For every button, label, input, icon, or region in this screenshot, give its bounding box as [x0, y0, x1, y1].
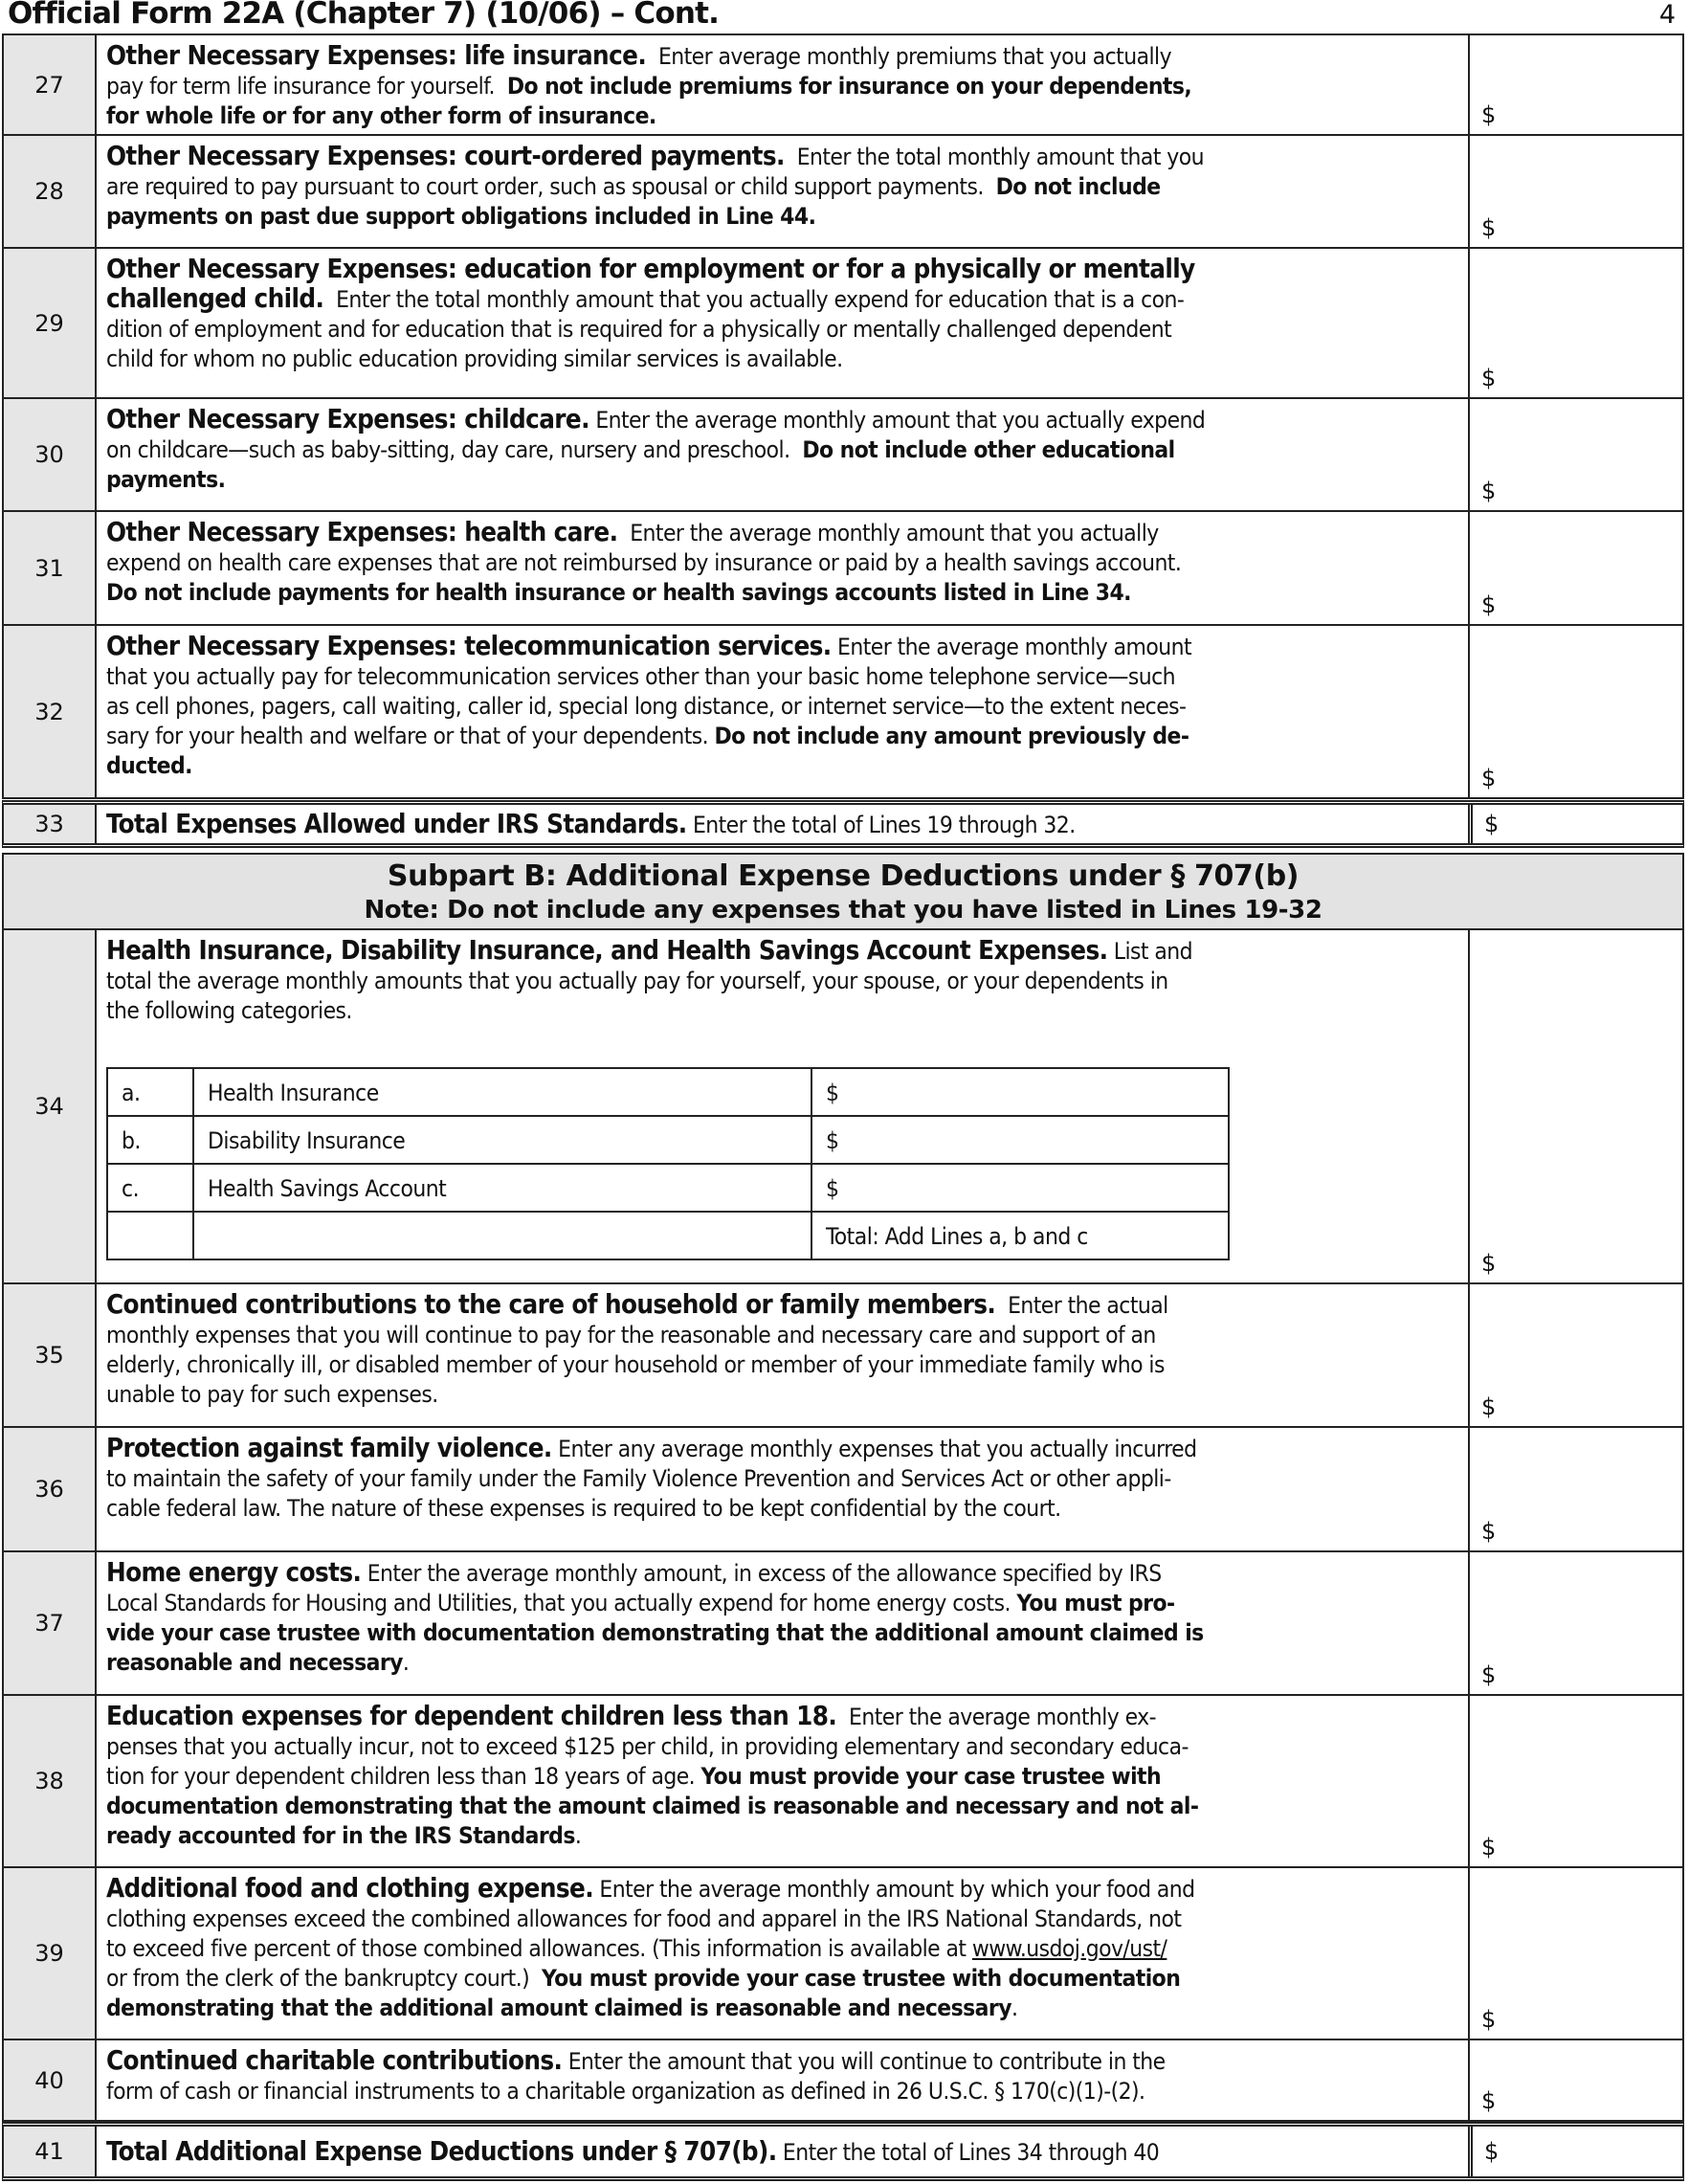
- line-28: [2, 134, 1684, 249]
- bold-text: ready accounted for in the IRS Standards: [106, 1821, 575, 1849]
- bold-text: Do not include other educational: [802, 435, 1175, 463]
- line-description: [97, 136, 1468, 247]
- description-line: [106, 1963, 1458, 1993]
- row-letter: c.: [107, 1164, 193, 1212]
- bold-text: Education expenses for dependent children less than 18.: [106, 1701, 837, 1731]
- description-line: [106, 1493, 1458, 1523]
- description-line: [106, 100, 1458, 130]
- line-number: 40: [4, 2040, 97, 2120]
- total-amount-field[interactable]: [1468, 2127, 1682, 2176]
- description-line: [106, 721, 1458, 750]
- line-description: [97, 626, 1468, 797]
- plain-text: or from the clerk of the bankruptcy court.): [106, 1964, 542, 1992]
- line-description: [97, 2040, 1468, 2120]
- description-line: [106, 936, 1458, 966]
- plain-text: .: [402, 1648, 410, 1676]
- bold-text: Total Additional Expense Deductions under § 707(b).: [106, 2135, 777, 2167]
- line-description: [97, 1284, 1468, 1426]
- subtotal-label: Total: Add Lines a, b and c: [811, 1212, 1229, 1259]
- line-number: 35: [4, 1284, 97, 1426]
- description-line: [106, 314, 1458, 344]
- plain-text: monthly expenses that you will continue to pay for the reasonable and necessary care and support of an: [106, 1321, 1156, 1348]
- line-39: [2, 1866, 1684, 2040]
- plain-text: Local Standards for Housing and Utilities, that you actually expend for home energy costs.: [106, 1589, 1017, 1616]
- amount-field[interactable]: [1468, 2040, 1682, 2120]
- subpart-title: Subpart B: Additional Expense Deductions under § 707(b): [387, 859, 1300, 893]
- row-letter: [107, 1212, 193, 1259]
- bold-text: You must provide your case trustee with: [700, 1762, 1162, 1790]
- description-line: [106, 405, 1458, 435]
- amount-field[interactable]: [1468, 136, 1682, 247]
- line-36: [2, 1426, 1684, 1552]
- line-description: [97, 1868, 1468, 2039]
- line-40: [2, 2039, 1684, 2122]
- amount-field[interactable]: [1468, 249, 1682, 397]
- description-line: [106, 41, 1458, 71]
- dollar-sign: $: [1481, 1393, 1497, 1420]
- plain-text: form of cash or financial instruments to a charitable organization as defined in 26 U.S.C. § 170(c)(1)-(2).: [106, 2077, 1145, 2105]
- plain-text: Enter the average monthly amount that you actually: [617, 519, 1159, 546]
- dollar-sign: $: [1481, 1250, 1497, 1277]
- dollar-sign: $: [1481, 1661, 1497, 1688]
- amount-field[interactable]: [1468, 35, 1682, 134]
- table-row: [107, 1164, 1229, 1212]
- line-27: [2, 33, 1684, 136]
- line-37: [2, 1550, 1684, 1696]
- description-line: [106, 284, 1458, 314]
- bold-text: Do not include payments for health insurance or health savings accounts listed in Line 34.: [106, 578, 1131, 606]
- bold-text: reasonable and necessary: [106, 1648, 403, 1676]
- description-line: [106, 1904, 1458, 1933]
- line-number: 36: [4, 1428, 97, 1550]
- table-row: [107, 1068, 1229, 1116]
- bold-text: You must provide your case trustee with documentation: [542, 1964, 1181, 1992]
- description-line: [106, 1379, 1458, 1409]
- amount-field[interactable]: [1468, 1552, 1682, 1694]
- plain-text: Enter the actual: [995, 1291, 1168, 1319]
- bold-text: Other Necessary Expenses: telecommunication services.: [106, 631, 832, 661]
- line-description: [97, 249, 1468, 397]
- description-line: [106, 1933, 1458, 1963]
- dollar-sign: $: [1481, 2006, 1497, 2033]
- description-line: [106, 750, 1458, 780]
- dollar-sign: $: [1484, 811, 1500, 837]
- bold-text: Continued contributions to the care of household or family members.: [106, 1289, 996, 1320]
- line-number: 37: [4, 1552, 97, 1694]
- description-line: [106, 1702, 1458, 1731]
- bold-text: You must pro-: [1016, 1589, 1175, 1616]
- description-line: [106, 810, 1076, 839]
- line-number: 34: [4, 930, 97, 1282]
- line-30: [2, 397, 1684, 512]
- bold-text: Other Necessary Expenses: education for employment or for a physically or mentally: [106, 254, 1195, 284]
- plain-text: .: [574, 1821, 582, 1849]
- plain-text: Enter the total of Lines 19 through 32.: [686, 810, 1076, 838]
- plain-text: unable to pay for such expenses.: [106, 1380, 438, 1408]
- dollar-sign: $: [1481, 591, 1497, 618]
- plain-text: .: [1011, 1994, 1018, 2021]
- description-line: [106, 966, 1458, 995]
- bold-text: Do not include any amount previously de-: [714, 722, 1189, 749]
- bold-text: Other Necessary Expenses: court-ordered payments.: [106, 141, 785, 171]
- plain-text: Enter the amount that you will continue to contribute in the: [562, 2047, 1166, 2075]
- description-line: [106, 1647, 1458, 1677]
- row-label: Disability Insurance: [193, 1116, 811, 1164]
- line-number: 32: [4, 626, 97, 797]
- amount-field[interactable]: [1468, 626, 1682, 797]
- line-38: [2, 1694, 1684, 1868]
- bold-text: Protection against family violence.: [106, 1433, 552, 1463]
- line-35: [2, 1282, 1684, 1428]
- amount-field[interactable]: [1468, 512, 1682, 624]
- description-line: [106, 691, 1458, 721]
- description-line: [106, 1558, 1458, 1588]
- plain-text: Enter the average monthly amount: [831, 633, 1191, 660]
- usdoj-link[interactable]: www.usdoj.gov/ust/: [971, 1934, 1167, 1962]
- plain-text: Enter the total monthly amount that you actually expend for education that is a con-: [323, 285, 1185, 313]
- plain-text: clothing expenses exceed the combined allowances for food and apparel in the IRS National Standards, not: [106, 1905, 1182, 1932]
- bold-text: Do not include premiums for insurance on your dependents,: [506, 72, 1192, 100]
- plain-text: on childcare—such as baby-sitting, day care, nursery and preschool.: [106, 435, 803, 463]
- line-29: [2, 247, 1684, 399]
- line-33-total: [2, 800, 1684, 848]
- line-description: [97, 35, 1468, 134]
- description-line: [106, 464, 1458, 494]
- plain-text: Enter any average monthly expenses that you actually incurred: [551, 1435, 1197, 1462]
- line-41-total: [2, 2122, 1684, 2181]
- plain-text: are required to pay pursuant to court order, such as spousal or child support payments.: [106, 172, 996, 200]
- dollar-sign: $: [1481, 2087, 1497, 2114]
- description-line: [106, 1874, 1458, 1904]
- health-insurance-amount[interactable]: $: [811, 1068, 1229, 1116]
- plain-text: penses that you actually incur, not to exceed $125 per child, in providing elementary and secondary educa-: [106, 1732, 1189, 1760]
- subpart-b-header: [2, 853, 1684, 930]
- plain-text: expend on health care expenses that are not reimbursed by insurance or paid by a health savings account.: [106, 548, 1182, 576]
- amount-field[interactable]: [1468, 1428, 1682, 1550]
- description-line: [106, 661, 1458, 691]
- description-line: [106, 1617, 1458, 1647]
- row-label: [193, 1212, 811, 1259]
- description-line: [106, 71, 1458, 100]
- plain-text: to exceed five percent of those combined allowances. (This information is available at: [106, 1934, 972, 1962]
- plain-text: as cell phones, pagers, call waiting, caller id, special long distance, or internet service—to the extent neces-: [106, 692, 1187, 720]
- description-line: [106, 995, 1458, 1025]
- description-line: [106, 1731, 1458, 1761]
- bold-text: Other Necessary Expenses: childcare.: [106, 404, 589, 435]
- line-31: [2, 510, 1684, 626]
- subpart-note: Note: Do not include any expenses that you have listed in Lines 19-32: [364, 896, 1322, 925]
- description-line: [106, 1320, 1458, 1349]
- page-number: 4: [1658, 0, 1676, 30]
- row-letter: b.: [107, 1116, 193, 1164]
- bold-text: ducted.: [106, 751, 192, 779]
- dollar-sign: $: [1481, 478, 1497, 504]
- line-number: 33: [4, 805, 97, 843]
- line-number: 31: [4, 512, 97, 624]
- description-line: [106, 1761, 1458, 1791]
- description-line: [106, 1349, 1458, 1379]
- plain-text: tion for your dependent children less than 18 years of age.: [106, 1762, 701, 1790]
- dollar-sign: $: [1481, 214, 1497, 241]
- plain-text: Enter the average monthly amount, in excess of the allowance specified by IRS: [361, 1559, 1162, 1587]
- amount-field[interactable]: [1468, 1284, 1682, 1426]
- plain-text: Enter the total of Lines 34 through 40: [776, 2137, 1160, 2166]
- description-line: [106, 201, 1458, 231]
- description-line: [106, 1588, 1458, 1617]
- line-description: [97, 1696, 1468, 1866]
- plain-text: pay for term life insurance for yourself.: [106, 72, 507, 100]
- description-line: [106, 142, 1458, 171]
- description-line: [106, 518, 1458, 547]
- dollar-sign: $: [1481, 1518, 1497, 1545]
- bold-text: Do not include: [995, 172, 1161, 200]
- plain-text: child for whom no public education providing similar services is available.: [106, 345, 843, 372]
- line-number: 28: [4, 136, 97, 247]
- bold-text: Other Necessary Expenses: health care.: [106, 517, 618, 547]
- description-line: [106, 1993, 1458, 2022]
- plain-text: dition of employment and for education that is required for a physically or mentally challenged dependent: [106, 315, 1172, 343]
- plain-text: the following categories.: [106, 996, 352, 1024]
- description-line: [106, 547, 1458, 577]
- line-description: [97, 2127, 1468, 2176]
- dollar-sign: $: [1481, 1834, 1497, 1861]
- row-label: Health Insurance: [193, 1068, 811, 1116]
- description-line: [106, 255, 1458, 284]
- line-number: 29: [4, 249, 97, 397]
- description-line: [106, 2137, 1159, 2167]
- line-description: [97, 512, 1468, 624]
- line-description: [97, 805, 1468, 843]
- dollar-sign: $: [1481, 101, 1497, 128]
- line-description: [97, 1552, 1468, 1694]
- disability-insurance-amount[interactable]: $: [811, 1116, 1229, 1164]
- total-amount-field[interactable]: [1468, 805, 1682, 843]
- description-line: [106, 2076, 1458, 2106]
- bold-text: Health Insurance, Disability Insurance, and Health Savings Account Expenses.: [106, 935, 1108, 966]
- line-32: [2, 624, 1684, 799]
- table-row-total: [107, 1212, 1229, 1259]
- bold-text: documentation demonstrating that the amount claimed is reasonable and necessary and not al-: [106, 1792, 1199, 1819]
- table-row: [107, 1116, 1229, 1164]
- bold-text: payments.: [106, 465, 226, 493]
- plain-text: sary for your health and welfare or that of your dependents.: [106, 722, 715, 749]
- description-line: [106, 1820, 1458, 1850]
- description-line: [106, 1463, 1458, 1493]
- bold-text: Continued charitable contributions.: [106, 2045, 563, 2076]
- plain-text: Enter average monthly premiums that you actually: [646, 42, 1172, 70]
- plain-text: cable federal law. The nature of these expenses is required to be kept confidential by the court.: [106, 1494, 1061, 1522]
- line-description: [97, 399, 1468, 510]
- plain-text: Enter the total monthly amount that you: [784, 143, 1204, 170]
- plain-text: Enter the average monthly ex-: [836, 1703, 1156, 1730]
- dollar-sign: $: [1481, 365, 1497, 391]
- line-number: 27: [4, 35, 97, 134]
- plain-text: total the average monthly amounts that you actually pay for yourself, your spouse, or your dependents in: [106, 967, 1168, 994]
- line-34-breakdown-table: [106, 1067, 1230, 1260]
- amount-field[interactable]: [1468, 399, 1682, 510]
- plain-text: List and: [1107, 937, 1192, 965]
- bold-text: Additional food and clothing expense.: [106, 1873, 593, 1904]
- health-savings-account-amount[interactable]: $: [811, 1164, 1229, 1212]
- description-line: [106, 632, 1458, 661]
- description-line: [106, 171, 1458, 201]
- amount-field[interactable]: [1468, 1868, 1682, 2039]
- line-number: 38: [4, 1696, 97, 1866]
- description-line: [106, 1434, 1458, 1463]
- plain-text: elderly, chronically ill, or disabled member of your household or member of your immediate family who is: [106, 1350, 1165, 1378]
- plain-text: to maintain the safety of your family under the Family Violence Prevention and Services Act or other appli-: [106, 1464, 1171, 1492]
- bold-text: payments on past due support obligations included in Line 44.: [106, 202, 816, 230]
- bold-text: challenged child.: [106, 283, 324, 314]
- line-number: 30: [4, 399, 97, 510]
- amount-field[interactable]: [1468, 1696, 1682, 1866]
- description-line: [106, 344, 1458, 373]
- description-line: [106, 577, 1458, 607]
- dollar-sign: $: [1484, 2138, 1500, 2165]
- line-number: 41: [4, 2127, 97, 2176]
- dollar-sign: $: [1481, 765, 1497, 791]
- row-label: Health Savings Account: [193, 1164, 811, 1212]
- description-line: [106, 2046, 1458, 2076]
- form-title: Official Form 22A (Chapter 7) (10/06) – Cont.: [8, 0, 720, 31]
- bold-text: Other Necessary Expenses: life insurance.: [106, 40, 647, 71]
- description-line: [106, 1791, 1458, 1820]
- plain-text: Enter the average monthly amount that you actually expend: [589, 406, 1206, 434]
- bold-text: Total Expenses Allowed under IRS Standards.: [106, 808, 687, 839]
- bold-text: vide your case trustee with documentation demonstrating that the additional amount claimed is: [106, 1618, 1204, 1646]
- plain-text: Enter the average monthly amount by which your food and: [593, 1875, 1195, 1903]
- row-letter: a.: [107, 1068, 193, 1116]
- description-line: [106, 1290, 1458, 1320]
- description-line: [106, 435, 1458, 464]
- bold-text: demonstrating that the additional amount claimed is reasonable and necessary: [106, 1994, 1011, 2021]
- amount-field[interactable]: [1468, 930, 1682, 1282]
- line-number: 39: [4, 1868, 97, 2039]
- plain-text: that you actually pay for telecommunication services other than your basic home telephone service—such: [106, 662, 1176, 690]
- bold-text: Home energy costs.: [106, 1557, 362, 1588]
- bold-text: for whole life or for any other form of insurance.: [106, 101, 656, 129]
- line-description: [97, 1428, 1468, 1550]
